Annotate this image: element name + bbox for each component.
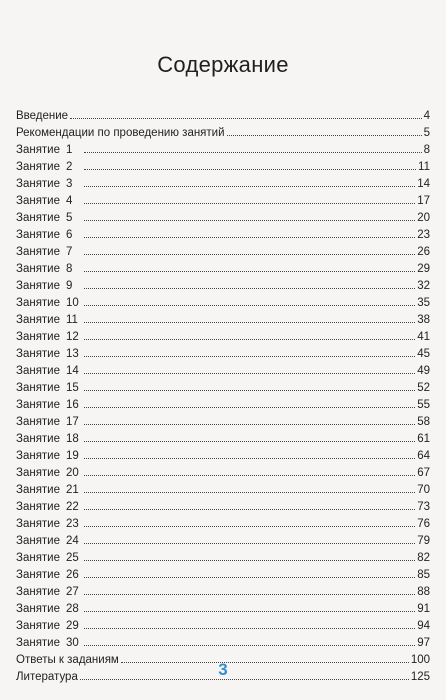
toc-entry-title: Занятие bbox=[16, 620, 61, 632]
toc-entry-title: Занятие bbox=[16, 433, 61, 445]
dot-leader bbox=[84, 559, 415, 561]
dot-leader bbox=[84, 576, 415, 578]
toc-entry-label bbox=[16, 159, 82, 176]
toc-entry-title: Занятие bbox=[16, 569, 61, 581]
toc-entry-page: 58 bbox=[417, 416, 430, 428]
toc-entry-label bbox=[16, 346, 82, 363]
toc-entry bbox=[16, 244, 430, 261]
toc-entry-label bbox=[16, 380, 82, 397]
toc-entry-title: Занятие bbox=[16, 484, 61, 496]
toc-entry bbox=[16, 601, 430, 618]
toc-entry-label bbox=[16, 244, 82, 261]
toc-entry-page: 61 bbox=[417, 433, 430, 445]
toc-entry-lesson-number: 5 bbox=[66, 212, 73, 224]
toc-entry-title: Занятие bbox=[16, 246, 61, 258]
toc-entry-label bbox=[16, 295, 82, 312]
toc-entry-title: Занятие bbox=[16, 297, 61, 309]
dot-leader bbox=[84, 355, 415, 357]
dot-leader bbox=[84, 304, 415, 306]
toc-entry-label bbox=[16, 261, 82, 278]
toc-entry-lesson-number: 1 bbox=[66, 144, 73, 156]
toc-entry bbox=[16, 584, 430, 601]
toc-entry-title: Занятие bbox=[16, 382, 61, 394]
toc-entry-lesson-number: 14 bbox=[66, 365, 79, 377]
toc-entry-title: Литература bbox=[16, 671, 78, 683]
toc-entry-title: Занятие bbox=[16, 552, 61, 564]
toc-entry-label bbox=[16, 108, 68, 125]
toc-entry bbox=[16, 159, 430, 176]
dot-leader bbox=[84, 423, 415, 425]
toc-entry bbox=[16, 414, 430, 431]
toc-entry bbox=[16, 329, 430, 346]
table-of-contents bbox=[16, 108, 430, 686]
toc-entry-label bbox=[16, 397, 82, 414]
toc-entry-label bbox=[16, 618, 82, 635]
toc-entry-page: 79 bbox=[417, 535, 430, 547]
toc-entry-label bbox=[16, 567, 82, 584]
toc-entry-lesson-number: 16 bbox=[66, 399, 79, 411]
toc-entry-page: 70 bbox=[417, 484, 430, 496]
toc-entry bbox=[16, 482, 430, 499]
toc-entry-label bbox=[16, 363, 82, 380]
dot-leader bbox=[84, 406, 415, 408]
toc-entry-page: 64 bbox=[417, 450, 430, 462]
toc-entry-title: Занятие bbox=[16, 314, 61, 326]
toc-entry-lesson-number: 21 bbox=[66, 484, 79, 496]
toc-entry-label bbox=[16, 142, 82, 159]
toc-entry-title: Ответы к заданиям bbox=[16, 654, 119, 666]
dot-leader bbox=[84, 338, 415, 340]
toc-entry-label bbox=[16, 176, 82, 193]
toc-entry-page: 73 bbox=[417, 501, 430, 513]
toc-entry bbox=[16, 533, 430, 550]
toc-entry-lesson-number: 4 bbox=[66, 195, 73, 207]
toc-entry bbox=[16, 635, 430, 652]
toc-entry-page: 52 bbox=[417, 382, 430, 394]
toc-entry-title: Занятие bbox=[16, 450, 61, 462]
toc-entry-lesson-number: 19 bbox=[66, 450, 79, 462]
toc-entry-title: Занятие bbox=[16, 280, 61, 292]
toc-entry-page: 55 bbox=[417, 399, 430, 411]
toc-entry-page: 88 bbox=[417, 586, 430, 598]
dot-leader bbox=[84, 270, 415, 272]
toc-entry-title: Занятие bbox=[16, 144, 61, 156]
toc-entry-page: 49 bbox=[417, 365, 430, 377]
toc-entry-label bbox=[16, 414, 82, 431]
dot-leader bbox=[84, 253, 415, 255]
toc-entry-title: Занятие bbox=[16, 178, 61, 190]
dot-leader bbox=[84, 321, 415, 323]
toc-entry-lesson-number: 6 bbox=[66, 229, 73, 241]
toc-entry bbox=[16, 210, 430, 227]
toc-entry-label bbox=[16, 465, 82, 482]
toc-entry bbox=[16, 380, 430, 397]
toc-entry-title: Занятие bbox=[16, 603, 61, 615]
toc-entry bbox=[16, 312, 430, 329]
toc-entry-title: Занятие bbox=[16, 467, 61, 479]
toc-entry-title: Занятие bbox=[16, 195, 61, 207]
toc-entry-title: Занятие bbox=[16, 365, 61, 377]
toc-entry-label bbox=[16, 533, 82, 550]
toc-entry-page: 125 bbox=[410, 671, 430, 683]
toc-entry-label bbox=[16, 482, 82, 499]
toc-entry-lesson-number: 8 bbox=[66, 263, 73, 275]
toc-entry-label bbox=[16, 329, 82, 346]
toc-entry-label bbox=[16, 499, 82, 516]
toc-entry-label bbox=[16, 584, 82, 601]
page-number: 3 bbox=[218, 660, 228, 679]
toc-entry-page: 38 bbox=[417, 314, 430, 326]
toc-entry-page: 8 bbox=[423, 144, 430, 156]
toc-entry-page: 82 bbox=[417, 552, 430, 564]
toc-entry-page: 11 bbox=[418, 161, 430, 173]
toc-entry-title: Занятие bbox=[16, 348, 61, 360]
toc-entry-title: Занятие bbox=[16, 212, 61, 224]
toc-entry-label bbox=[16, 448, 82, 465]
toc-entry bbox=[16, 278, 430, 295]
toc-entry bbox=[16, 550, 430, 567]
dot-leader bbox=[84, 593, 415, 595]
toc-entry-label bbox=[16, 312, 82, 329]
toc-entry-lesson-number: 13 bbox=[66, 348, 79, 360]
toc-entry-label bbox=[16, 550, 82, 567]
toc-entry-lesson-number: 12 bbox=[66, 331, 79, 343]
toc-entry-page: 41 bbox=[417, 331, 430, 343]
dot-leader bbox=[84, 440, 415, 442]
toc-entry-page: 29 bbox=[417, 263, 430, 275]
toc-entry bbox=[16, 346, 430, 363]
toc-entry-label bbox=[16, 193, 82, 210]
dot-leader bbox=[84, 236, 415, 238]
toc-entry bbox=[16, 125, 430, 142]
toc-entry-page: 94 bbox=[417, 620, 430, 632]
toc-entry bbox=[16, 142, 430, 159]
dot-leader bbox=[84, 389, 415, 391]
toc-entry-title: Занятие bbox=[16, 637, 61, 649]
toc-entry-page: 32 bbox=[417, 280, 430, 292]
toc-entry-title: Занятие bbox=[16, 416, 61, 428]
toc-entry bbox=[16, 176, 430, 193]
toc-entry-page: 17 bbox=[417, 195, 430, 207]
toc-entry-page: 100 bbox=[410, 654, 430, 666]
dot-leader bbox=[84, 491, 415, 493]
toc-entry bbox=[16, 516, 430, 533]
toc-entry-title: Занятие bbox=[16, 331, 61, 343]
toc-entry bbox=[16, 193, 430, 210]
dot-leader bbox=[84, 525, 415, 527]
toc-entry-page: 23 bbox=[417, 229, 430, 241]
toc-entry bbox=[16, 567, 430, 584]
toc-entry-page: 85 bbox=[417, 569, 430, 581]
toc-entry-lesson-number: 20 bbox=[66, 467, 79, 479]
toc-entry-lesson-number: 3 bbox=[66, 178, 73, 190]
toc-entry bbox=[16, 499, 430, 516]
dot-leader bbox=[84, 457, 415, 459]
toc-entry-title: Занятие bbox=[16, 586, 61, 598]
toc-entry-label bbox=[16, 278, 82, 295]
toc-entry-page: 26 bbox=[417, 246, 430, 258]
toc-entry-page: 97 bbox=[417, 637, 430, 649]
toc-entry-page: 91 bbox=[417, 603, 430, 615]
toc-entry-lesson-number: 29 bbox=[66, 620, 79, 632]
toc-entry-title: Введение bbox=[16, 110, 69, 122]
toc-entry bbox=[16, 397, 430, 414]
toc-entry-title: Занятие bbox=[16, 518, 61, 530]
dot-leader bbox=[84, 287, 415, 289]
dot-leader bbox=[84, 219, 415, 221]
toc-entry-label bbox=[16, 431, 82, 448]
toc-entry-title: Занятие bbox=[16, 501, 61, 513]
toc-entry-title: Занятие bbox=[16, 161, 61, 173]
toc-entry-lesson-number: 26 bbox=[66, 569, 79, 581]
dot-leader bbox=[84, 542, 415, 544]
toc-entry-lesson-number: 11 bbox=[66, 314, 78, 326]
toc-entry-page: 35 bbox=[417, 297, 430, 309]
dot-leader bbox=[227, 134, 422, 136]
toc-entry-page: 4 bbox=[423, 110, 430, 122]
dot-leader bbox=[84, 644, 415, 646]
toc-entry-title: Занятие bbox=[16, 263, 61, 275]
toc-entry-page: 76 bbox=[417, 518, 430, 530]
toc-entry-page: 67 bbox=[417, 467, 430, 479]
toc-entry bbox=[16, 465, 430, 482]
toc-entry-label bbox=[16, 601, 82, 618]
toc-entry-lesson-number: 24 bbox=[66, 535, 79, 547]
toc-entry-page: 45 bbox=[417, 348, 430, 360]
toc-entry-label bbox=[16, 210, 82, 227]
dot-leader bbox=[84, 627, 415, 629]
dot-leader bbox=[84, 168, 416, 170]
toc-entry bbox=[16, 618, 430, 635]
toc-entry-title: Рекомендации по проведению занятий bbox=[16, 127, 225, 139]
toc-entry bbox=[16, 227, 430, 244]
page-title: Содержание bbox=[157, 52, 289, 77]
toc-entry-lesson-number: 10 bbox=[66, 297, 79, 309]
toc-entry-label bbox=[16, 635, 82, 652]
toc-entry-lesson-number: 30 bbox=[66, 637, 79, 649]
toc-entry-page: 20 bbox=[417, 212, 430, 224]
toc-entry-title: Занятие bbox=[16, 229, 61, 241]
toc-entry-label bbox=[16, 125, 225, 142]
toc-entry-lesson-number: 7 bbox=[66, 246, 73, 258]
dot-leader bbox=[84, 372, 415, 374]
dot-leader bbox=[84, 151, 422, 153]
dot-leader bbox=[84, 202, 415, 204]
toc-entry-lesson-number: 28 bbox=[66, 603, 79, 615]
toc-entry-title: Занятие bbox=[16, 535, 61, 547]
toc-entry bbox=[16, 261, 430, 278]
toc-entry-lesson-number: 23 bbox=[66, 518, 79, 530]
toc-entry-label bbox=[16, 227, 82, 244]
dot-leader bbox=[70, 117, 422, 119]
dot-leader bbox=[84, 474, 415, 476]
toc-entry-label bbox=[16, 516, 82, 533]
toc-entry bbox=[16, 448, 430, 465]
toc-entry-lesson-number: 17 bbox=[66, 416, 79, 428]
dot-leader bbox=[84, 610, 415, 612]
toc-entry-lesson-number: 9 bbox=[66, 280, 73, 292]
toc-entry bbox=[16, 108, 430, 125]
toc-entry-lesson-number: 15 bbox=[66, 382, 79, 394]
toc-entry-page: 14 bbox=[417, 178, 430, 190]
toc-entry-lesson-number: 25 bbox=[66, 552, 79, 564]
toc-entry bbox=[16, 431, 430, 448]
toc-entry-title: Занятие bbox=[16, 399, 61, 411]
toc-entry-lesson-number: 27 bbox=[66, 586, 79, 598]
toc-entry-lesson-number: 22 bbox=[66, 501, 79, 513]
toc-entry bbox=[16, 295, 430, 312]
dot-leader bbox=[84, 185, 415, 187]
toc-entry-page: 5 bbox=[423, 127, 430, 139]
toc-entry-lesson-number: 2 bbox=[66, 161, 73, 173]
toc-entry bbox=[16, 363, 430, 380]
dot-leader bbox=[84, 508, 415, 510]
toc-entry-lesson-number: 18 bbox=[66, 433, 79, 445]
